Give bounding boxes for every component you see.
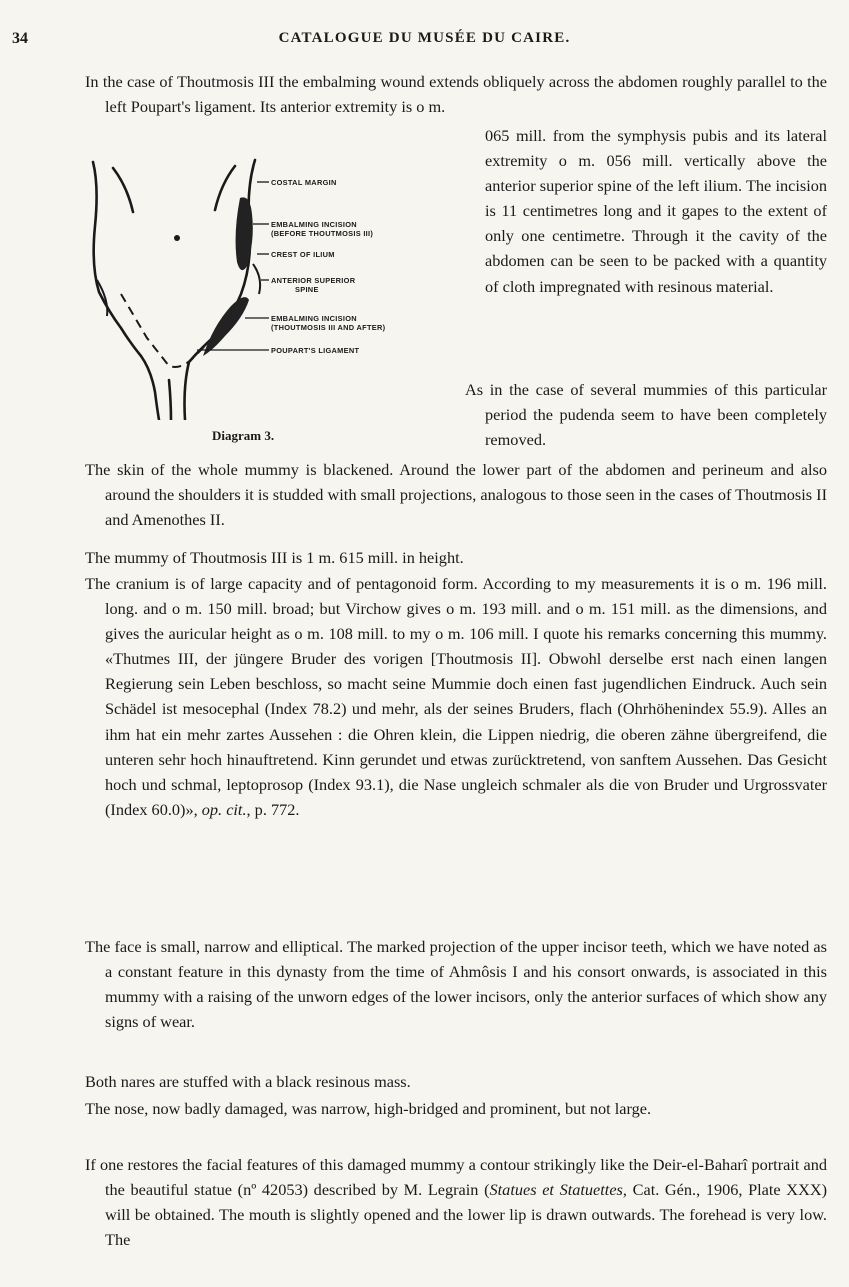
paragraph-face: The face is small, narrow and elliptical. The marked projection of the upper incisor teeth, which we have noted as a constant feature in this dynasty from the time of Ahmôsis I and his consort onwards, is associated in this mummy with a raising of the unworn edges of the lower incisors, only the anterior surfaces of which show any signs of wear.	[85, 937, 827, 1032]
paragraph-skin: The skin of the whole mummy is blackened. Around the lower part of the abdomen and perineum and also around the shoulders it is studded with small projections, analogous to those seen in the cases of Thoutmosis II and Amenothes II.	[85, 460, 827, 530]
intro-paragraph: In the case of Thoutmosis III the embalming wound extends obliquely across the abdomen roughly parallel to the left Poupart's ligament. Its anterior extremity is o m.	[85, 72, 827, 117]
pouparts-dashed-lines	[121, 294, 225, 367]
umbilicus-mark	[174, 235, 180, 241]
label-incision-before-1: EMBALMING INCISION	[271, 220, 357, 229]
running-head: CATALOGUE DU MUSÉE DU CAIRE.	[278, 30, 571, 46]
paragraph-height: The mummy of Thoutmosis III is 1 m. 615 mill. in height.	[85, 548, 464, 567]
label-crest-of-ilium: CREST OF ILIUM	[271, 250, 335, 259]
label-incision-before-2: (BEFORE THOUTMOSIS III)	[271, 229, 374, 238]
right-column-paragraph: 065 mill. from the symphysis pubis and its lateral extremity o m. 056 mill. vertically above the anterior superior spine of the left ilium. The incision is 11 centimetres long and it gapes to the extent of only one centimetre. Through it the cavity of the abdomen can be seen to be packed with a quantity of cloth impregnated with resinous material.	[485, 126, 827, 296]
right-column-paragraph-2: As in the case of several mummies of this particular period the pudenda seem to have been completely removed.	[465, 380, 827, 450]
paragraph-nares: Both nares are stuffed with a black resinous mass.	[85, 1072, 411, 1091]
restore-text-b: , Cat. Gén., 1906, Plate XXX) will be obtained. The mouth is slightly opened and the lower lip is drawn outwards. The forehead is very low. The	[105, 1180, 828, 1250]
label-costal-margin: COSTAL MARGIN	[271, 178, 337, 187]
label-incision-after-1: EMBALMING INCISION	[271, 314, 357, 323]
diagram-caption: Diagram 3.	[212, 428, 275, 443]
incision-after-shape	[203, 297, 249, 356]
abdomen-diagram	[85, 130, 460, 420]
label-anterior-spine-2: SPINE	[295, 285, 319, 294]
label-anterior-spine-1: ANTERIOR SUPERIOR	[271, 276, 356, 285]
paragraph-restore	[85, 1152, 827, 1252]
label-incision-after-2: (THOUTMOSIS III AND AFTER)	[271, 323, 386, 332]
restore-text-a: If one restores the facial features of this damaged mummy a contour strikingly like the Deir-el-Baharî portrait and the beautiful statue (nº 42053) described by M. Legrain (	[85, 1155, 827, 1200]
cranium-citation: op. cit.	[201, 799, 247, 819]
page-number: 34	[12, 30, 28, 47]
cranium-text: The cranium is of large capacity and of pentagonoid form. According to my measurements it is o m. 196 mill. long. and o m. 150 mill. broad; but Virchow gives o m. 193 mill. and o m. 151 mill. as the dimensions, and gives the auricular height as o m. 108 mill. to my o m. 106 mill. I quote his remarks concerning this mummy. «Thutmes III, der jüngere Bruder des vorigen [Thoutmosis II]. Obwohl derselbe erst nach einen langen Regierung sein Leben beschloss, so macht seine Mummie doch einen fast jugendlichen Eindruck. Auch sein Schädel ist mesocephal (Index 78.2) und mehr, als der seines Bruders, flach (Ohrhöhenindex 55.9). Alles an ihm hat ein mehr zartes Aussehen : die Ohren klein, die Lippen niedrig, die oberen zähne übergreifend, die unteren sehr hoch hinauftretend. Kinn gerundet und etwas zurücktretend, von sanftem Aussehen. Das Gesicht hoch und schmal, leptoprosop (Index 93.1), die Nase ungleich schmaler als die von Bruder und Urgrossvater (Index 60.0)»,	[85, 574, 827, 819]
paragraph-cranium	[85, 571, 827, 822]
torso-outline	[93, 160, 255, 420]
cranium-tail: , p. 772.	[246, 799, 300, 819]
label-pouparts-ligament: POUPART'S LIGAMENT	[271, 346, 360, 355]
paragraph-nose: The nose, now badly damaged, was narrow, high-bridged and prominent, but not large.	[85, 1099, 652, 1118]
restore-citation: Statues et Statuettes	[489, 1180, 623, 1200]
